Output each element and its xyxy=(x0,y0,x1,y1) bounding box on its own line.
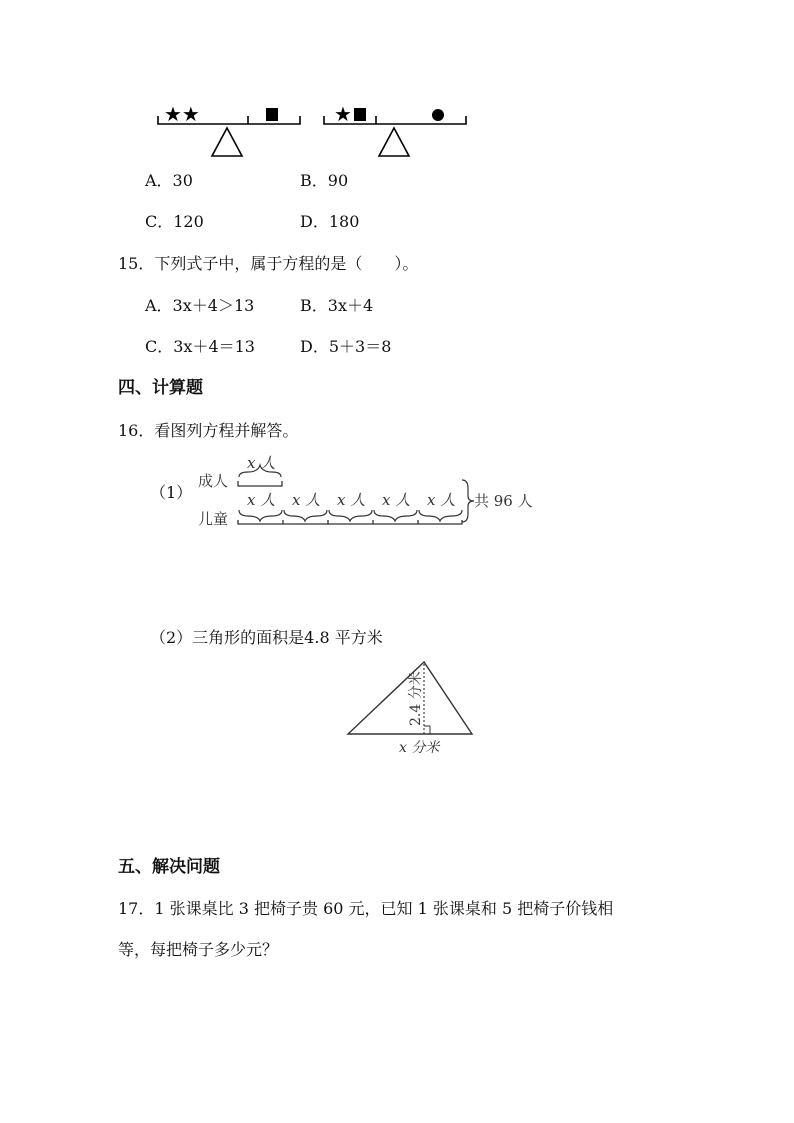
square-icon xyxy=(266,108,278,121)
child-braces xyxy=(239,510,462,521)
child-label: 儿童 xyxy=(198,510,229,528)
height-label: 2.4 分米 xyxy=(408,671,424,726)
circle-icon xyxy=(432,109,444,121)
right-angle-mark xyxy=(424,726,430,734)
child-segment-label-3: x 人 xyxy=(337,491,366,509)
star-icon: ★★ xyxy=(164,102,200,126)
total-brace xyxy=(462,480,474,522)
star-icon: ★ xyxy=(334,102,352,126)
q16-part2-text: （2）三角形的面积是4.8 平方米 xyxy=(150,628,383,647)
balance-scales-figure xyxy=(150,98,480,160)
adult-label: 成人 xyxy=(198,472,229,490)
q14-option-d: D．180 xyxy=(300,212,360,231)
right-balance-scale xyxy=(324,102,466,156)
total-label: 共 96 人 xyxy=(474,492,533,510)
base-label: x 分米 xyxy=(399,740,440,756)
q14-option-a: A．30 xyxy=(145,171,193,190)
section-5-title: 五、解决问题 xyxy=(118,857,220,877)
square-icon xyxy=(354,108,366,121)
q15-option-c: C．3x＋4＝13 xyxy=(145,337,255,356)
q14-option-c: C．120 xyxy=(145,212,204,231)
q17-line-2: 等，每把椅子多少元？ xyxy=(118,940,279,959)
child-segment-label-2: x 人 xyxy=(292,491,321,509)
adult-segment-label: x 人 xyxy=(247,454,276,472)
child-segment-label-4: x 人 xyxy=(382,491,411,509)
q15-option-d: D．5＋3＝8 xyxy=(300,337,392,356)
q14-option-b: B．90 xyxy=(300,171,349,190)
child-segment-label-5: x 人 xyxy=(427,491,456,509)
q16-part1-label: （1） xyxy=(150,483,193,502)
left-balance-scale xyxy=(158,102,300,156)
q17-line-1: 17．1 张课桌比 3 把椅子贵 60 元，已知 1 张课桌和 5 把椅子价钱相 xyxy=(118,899,614,918)
q15-option-a: A．3x＋4＞13 xyxy=(145,296,255,315)
child-segment-label-1: x 人 xyxy=(247,491,276,509)
fulcrum-triangle xyxy=(212,128,242,156)
q16-question: 16．看图列方程并解答。 xyxy=(118,421,299,440)
q15-option-b: B．3x＋4 xyxy=(300,296,374,315)
fulcrum-triangle xyxy=(379,128,409,156)
q15-question: 15．下列式子中，属于方程的是（ ）。 xyxy=(118,254,419,273)
adult-segment xyxy=(238,481,282,486)
section-4-title: 四、计算题 xyxy=(118,378,203,398)
